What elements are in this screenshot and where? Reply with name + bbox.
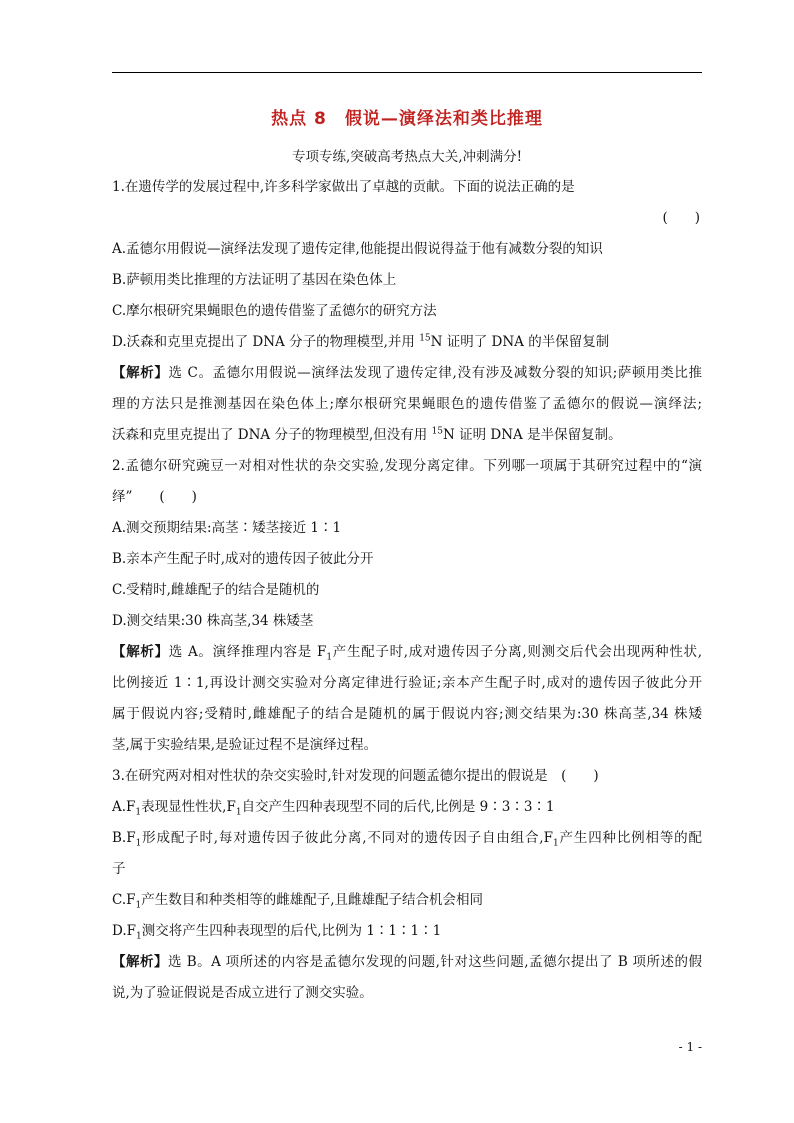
q1-stem: 1.在遗传学的发展过程中,许多科学家做出了卓越的贡献。下面的说法正确的是 [112,179,575,195]
explanation-tag: 【解析】 [112,644,169,660]
q2-explanation-line4: 茎,属于实验结果,是验证过程不是演绎过程。 [112,737,378,753]
q3-option-c: $C.F_1$产生数目和种类相等的雌雄配子,且雌雄配子结合机会相同 [112,892,484,911]
q3-option-d: $D.F_1$测交将产生四种表现型的后代,比例为 1∶1∶1∶1 [112,923,442,942]
q3-explanation-line1: 【解析】选 B。A 项所述的内容是孟德尔发现的问题,针对这些问题,孟德尔提出了 B 项所述的假 [112,954,702,970]
q1-option-a: A.孟德尔用假说—演绎法发现了遗传定律,他能提出假说得益于他有减数分裂的知识 [112,241,603,257]
q3-option-b-line2: 子 [112,861,126,877]
q2-stem-line1: 2.孟德尔研究豌豆一对相对性状的杂交实验,发现分离定律。下列哪一项属于其研究过程中的“演 [112,458,702,474]
header-rule [112,72,702,73]
question-list [112,172,702,1009]
explanation-tag: 【解析】 [112,954,168,970]
explanation-tag: 【解析】 [112,365,169,381]
q2-option-c: C.受精时,雌雄配子的结合是随机的 [112,582,320,598]
q2-stem-line2: 绎” ( ) [112,489,197,505]
q3-stem: 3.在研究两对相对性状的杂交实验时,针对发现的问题孟德尔提出的假说是 ( ) [112,768,599,784]
q2-option-b: B.亲本产生配子时,成对的遗传因子彼此分开 [112,551,374,567]
q2-option-a: A.测交预期结果:高茎∶矮茎接近 1∶1 [112,520,342,536]
q2-explanation-line2: 比例接近 1∶1,再设计测交实验对分离定律进行验证;亲本产生配子时,成对的遗传因子彼此分开 [112,675,702,691]
page-subtitle: 专项专练,突破高考热点大关,冲刺满分! [291,149,522,165]
q2-explanation-line3: 属于假说内容;受精时,雌雄配子的结合是随机的属于假说内容;测交结果为:30 株高茎,34 株矮 [112,706,702,722]
q2-option-d: D.测交结果:30 株高茎,34 株矮茎 [112,613,314,629]
q1-option-d: D.沃森和克里克提出了 DNA 分子的物理模型,并用 $^{15}$N 证明了 DNA 的半保留复制 [112,333,610,350]
q3-explanation-line2: 说,为了验证假说是否成立进行了测交实验。 [112,985,373,1001]
q1-explanation-line2: 理的方法只是推测基因在染色体上;摩尔根研究果蝇眼色的遗传借鉴了孟德尔的假说—演绎法; [112,396,702,412]
q1-answer-bracket: ( ) [662,210,700,226]
q1-option-b: B.萨顿用类比推理的方法证明了基因在染色体上 [112,272,397,288]
q1-option-c: C.摩尔根研究果蝇眼色的遗传借鉴了孟德尔的研究方法 [112,303,437,319]
page-title: 热点 8 假说—演绎法和类比推理 [271,109,543,129]
q1-explanation-line3: 沃森和克里克提出了 DNA 分子的物理模型,但没有用 $^{15}$N 证明 DNA 是半保留复制。 [112,426,622,443]
page-number: - 1 - [678,1040,702,1054]
q3-option-a: $A.F_1$表现显性性状$,F_1$自交产生四种表现型不同的后代,比例是 9∶3∶3∶1 [112,799,555,818]
q1-explanation-line1: 【解析】选 C。孟德尔用假说—演绎法发现了遗传定律,没有涉及减数分裂的知识;萨顿用类比推 [112,365,702,381]
q2-explanation-line1: 【解析】选 A。演绎推理内容是 $F_1$产生配子时,成对遗传因子分离,则测交后代会出现两种性状, [112,644,703,663]
q3-option-b-line1: $B.F_1$形成配子时,每对遗传因子彼此分离,不同对的遗传因子自由组合$,F_1$产生四种比例相等的配 [112,830,702,849]
